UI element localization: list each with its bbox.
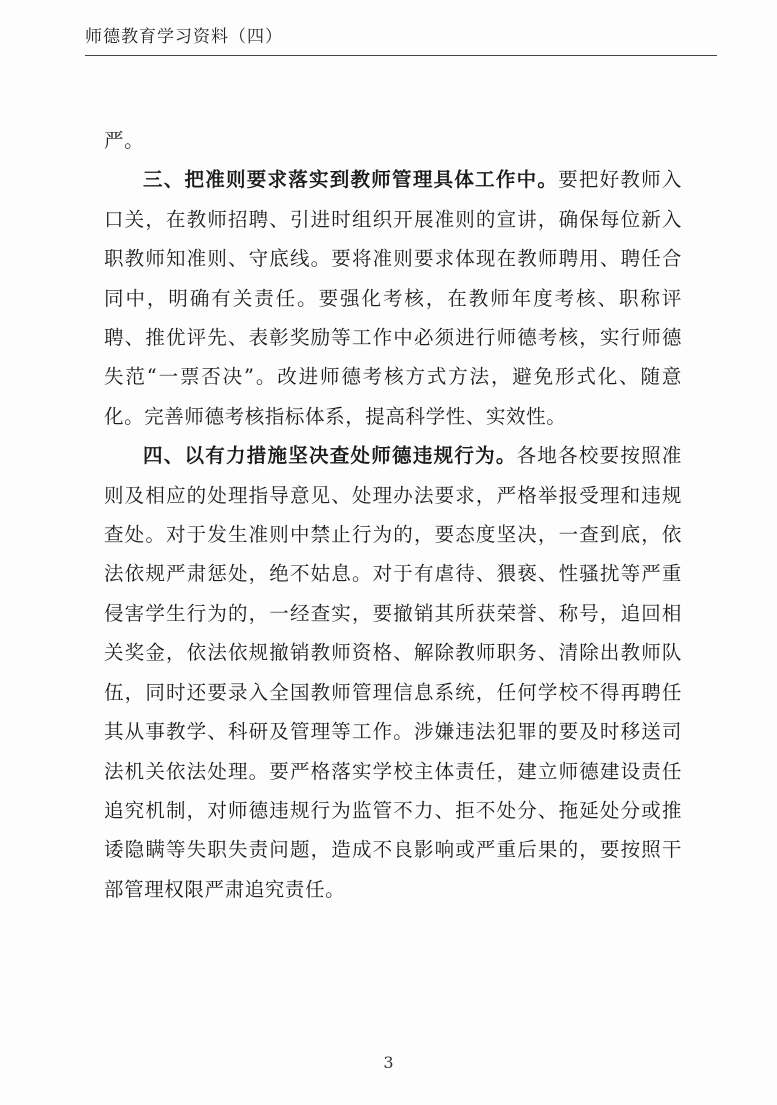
page-number: 3 <box>383 1053 394 1072</box>
paragraph-continuation: 严。 <box>104 129 145 152</box>
header-divider <box>85 55 717 56</box>
paragraph-section-4 <box>104 436 682 909</box>
section-heading-3: 三、把准则要求落实到教师管理具体工作中。 <box>143 168 559 192</box>
section-heading-4: 四、以有力措施坚决查处师德违规行为。 <box>143 444 517 468</box>
document-body <box>104 121 682 909</box>
section-body-3: 要把好教师入口关，在教师招聘、引进时组织开展准则的宣讲，确保每位新入职教师知准则、守底线。要将准则要求体现在教师聘用、聘任合同中，明确有关责任。要强化考核，在教师年度考核、职称评聘、推优评先、表彰奖励等工作中必须进行师德考核，实行师德失范“一票否决”。改进师德考核方式方法，避免形式化、随意化。完善师德考核指标体系，提高科学性、实效性。 <box>104 168 682 428</box>
page-header-title: 师德教育学习资料（四） <box>85 27 283 47</box>
paragraph-section-3 <box>104 160 682 436</box>
section-body-4: 各地各校要按照准则及相应的处理指导意见、处理办法要求，严格举报受理和违规查处。对于发生准则中禁止行为的，要态度坚决，一查到底，依法依规严肃惩处，绝不姑息。对于有虐待、猥亵、性骚扰等严重侵害学生行为的，一经查实，要撤销其所获荣誉、称号，追回相关奖金，依法依规撤销教师资格、解除教师职务、清除出教师队伍，同时还要录入全国教师管理信息系统，任何学校不得再聘任其从事教学、科研及管理等工作。涉嫌违法犯罪的要及时移送司法机关依法处理。要严格落实学校主体责任，建立师德建设责任追究机制，对师德违规行为监管不力、拒不处分、拖延处分或推诿隐瞒等失职失责问题，造成不良影响或严重后果的，要按照干部管理权限严肃追究责任。 <box>104 444 682 901</box>
